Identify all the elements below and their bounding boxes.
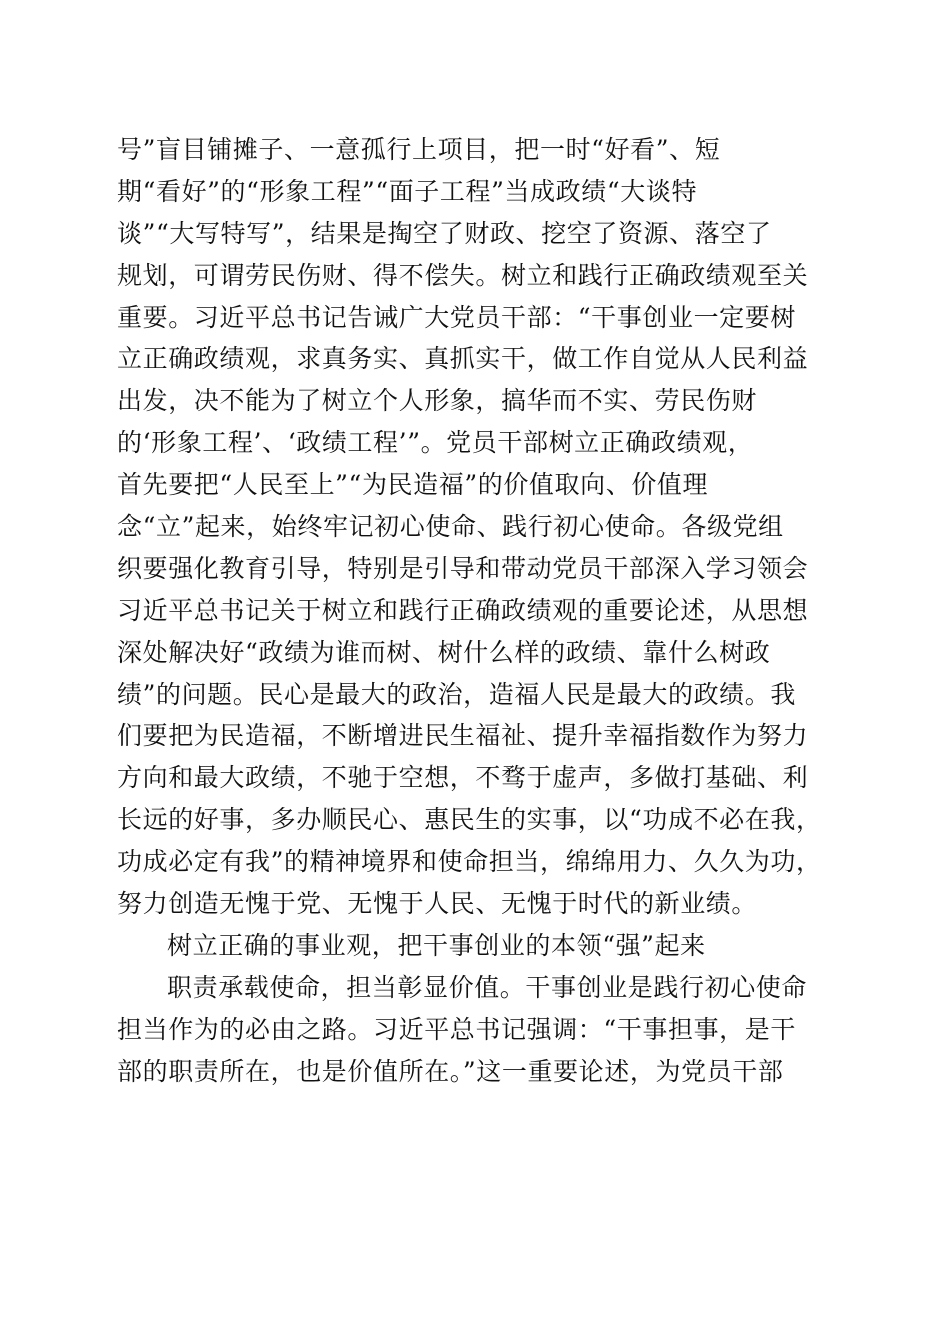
paragraph-line: 谈”“大写特写”，结果是掏空了财政、挖空了资源、落空了 bbox=[117, 218, 772, 248]
paragraph-line: 职责承载使命，担当彰显价值。干事创业是践行初心使命 bbox=[167, 972, 808, 1002]
paragraph-line: 念“立”起来，始终牢记初心使命、践行初心使命。各级党组 bbox=[117, 512, 784, 542]
document-body bbox=[117, 129, 842, 1092]
paragraph-line: 织要强化教育引导，特别是引导和带动党员干部深入学习领会 bbox=[117, 553, 809, 583]
paragraph-line: 功成必定有我”的精神境界和使命担当，绵绵用力、久久为功， bbox=[117, 847, 822, 877]
paragraph-line: 绩”的问题。民心是最大的政治，造福人民是最大的政绩。我 bbox=[117, 679, 796, 709]
paragraph-line: 出发，决不能为了树立个人形象，搞华而不实、劳民伤财 bbox=[117, 386, 758, 416]
paragraph-line: 的‘形象工程’、‘政绩工程’”。党员干部树立正确政绩观， bbox=[117, 428, 754, 458]
paragraph-line: 习近平总书记关于树立和践行正确政绩观的重要论述，从思想 bbox=[117, 595, 809, 625]
paragraph-line: 长远的好事，多办顺民心、惠民生的实事，以“功成不必在我， bbox=[117, 805, 822, 835]
paragraph-line: 首先要把“人民至上”“为民造福”的价值取向、价值理 bbox=[117, 470, 709, 500]
paragraph-line: 担当作为的必由之路。习近平总书记强调：“干事担事，是干 bbox=[117, 1014, 796, 1044]
paragraph-line: 部的职责所在，也是价值所在。”这一重要论述，为党员干部 bbox=[117, 1056, 784, 1086]
paragraph-line: 立正确政绩观，求真务实、真抓实干，做工作自觉从人民利益 bbox=[117, 344, 809, 374]
paragraph-line: 努力创造无愧于党、无愧于人民、无愧于时代的新业绩。 bbox=[117, 889, 758, 919]
paragraph-line: 重要。习近平总书记告诫广大党员干部：“干事创业一定要树 bbox=[117, 302, 796, 332]
paragraph-line: 们要把为民造福，不断增进民生福祉、提升幸福指数作为努力 bbox=[117, 721, 809, 751]
paragraph-line: 规划，可谓劳民伤财、得不偿失。树立和践行正确政绩观至关 bbox=[117, 260, 809, 290]
paragraph-line: 方向和最大政绩，不驰于空想，不骛于虚声，多做打基础、利 bbox=[117, 763, 809, 793]
section-heading: 树立正确的事业观，把干事创业的本领“强”起来 bbox=[167, 930, 706, 960]
paragraph-line: 期“看好”的“形象工程”“面子工程”当成政绩“大谈特 bbox=[117, 176, 698, 206]
paragraph-line: 深处解决好“政绩为谁而树、树什么样的政绩、靠什么树政 bbox=[117, 637, 771, 667]
paragraph-line: 号”盲目铺摊子、一意孤行上项目，把一时“好看”、短 bbox=[117, 135, 721, 164]
